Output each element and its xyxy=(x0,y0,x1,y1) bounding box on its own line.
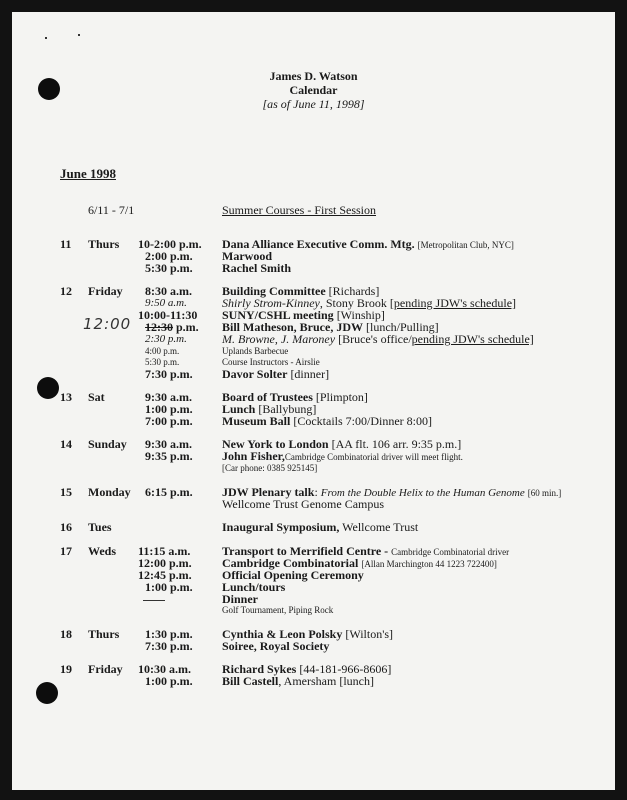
event-time: 2:30 p.m. xyxy=(145,333,187,345)
event-time: 7:00 p.m. xyxy=(145,414,193,428)
header-as-of: [as of June 11, 1998] xyxy=(262,97,365,111)
event-title: New York to London xyxy=(222,437,329,451)
event xyxy=(222,520,418,535)
event-title: Shirly Strom-Kinney xyxy=(222,296,320,310)
month-heading: June 1998 xyxy=(60,166,116,181)
event-note: [44-181-966-8606] xyxy=(299,662,392,676)
event-note: [dinner] xyxy=(290,367,330,381)
event-note: [Richards] xyxy=(328,284,380,298)
event-note: [lunch] xyxy=(339,674,374,688)
day-number: 16 xyxy=(60,520,72,534)
event xyxy=(222,332,534,347)
event-title: Museum Ball xyxy=(222,414,291,428)
day-number: 18 xyxy=(60,627,72,641)
event-title: Official Opening Ceremony xyxy=(222,568,364,582)
event-time: 10-2:00 p.m. xyxy=(138,237,202,251)
event xyxy=(222,414,432,429)
event xyxy=(222,367,329,382)
event-title: Lunch xyxy=(222,402,256,416)
event-note: [Winship] xyxy=(336,308,385,322)
event-time: 10:00-11:30 xyxy=(138,308,198,322)
event-time: 8:30 a.m. xyxy=(145,284,192,298)
event-time: 5:30 p.m. xyxy=(145,261,193,275)
event-title: Wellcome Trust Genome Campus xyxy=(222,497,385,511)
event-title: JDW Plenary talk xyxy=(222,485,315,499)
event-note: Cambridge Combinatorial driver will meet flight. xyxy=(284,452,463,462)
day-number: 15 xyxy=(60,485,72,499)
handwritten-time: 12:00 xyxy=(83,315,132,333)
event-title: Transport to Merrifield Centre - xyxy=(222,544,389,558)
event-note: [Ballybung] xyxy=(258,402,317,416)
day-of-week: Sunday xyxy=(88,437,127,451)
day-number: 14 xyxy=(60,437,72,451)
range-dates: 6/11 - 7/1 xyxy=(88,203,135,217)
day-number: 17 xyxy=(60,544,72,558)
day-of-week: Thurs xyxy=(88,627,120,641)
event-title: Uplands Barbecue xyxy=(222,346,289,356)
event-time: 1:00 p.m. xyxy=(145,580,193,594)
day-of-week: Monday xyxy=(88,485,131,499)
event-time: 7:30 p.m. xyxy=(145,639,193,653)
event-title: Lunch/tours xyxy=(222,580,286,594)
event-note: [Allan Marchington 44 1223 722400] xyxy=(361,559,497,569)
event-time: 1:00 p.m. xyxy=(145,674,193,688)
event-time: 12:45 p.m. xyxy=(138,568,192,582)
event-location: , Amersham xyxy=(278,674,337,688)
event-time: 5:30 p.m. xyxy=(145,357,180,367)
event-title: Rachel Smith xyxy=(222,261,291,275)
day-of-week: Sat xyxy=(88,390,105,404)
talk-title: From the Double Helix to the Human Genome xyxy=(320,487,525,499)
event-note: [60 min.] xyxy=(527,488,562,498)
event-time: 1:00 p.m. xyxy=(145,402,193,416)
event-title: Bill Matheson, Bruce, JDW xyxy=(222,320,363,334)
day-of-week: Friday xyxy=(88,284,123,298)
event-time: 9:30 a.m. xyxy=(145,390,192,404)
event-time: 6:15 p.m. xyxy=(145,485,193,499)
binder-hole-middle xyxy=(37,377,59,399)
event-time: 9:50 a.m. xyxy=(145,297,187,309)
event-title: Dana Alliance Executive Comm. Mtg. xyxy=(222,237,415,251)
event-title: Davor Solter xyxy=(222,367,288,381)
event-title: Marwood xyxy=(222,249,272,263)
event-title: Cynthia & Leon Polsky xyxy=(222,627,343,641)
day-of-week: Thurs xyxy=(88,237,120,251)
header-title: Calendar xyxy=(289,83,338,97)
event-note: [Bruce's office/ xyxy=(338,332,412,346)
event-time: 10:30 a.m. xyxy=(138,662,191,676)
event-time: 7:30 p.m. xyxy=(145,367,193,381)
event xyxy=(222,674,374,689)
event-note: [pending JDW's schedule] xyxy=(389,296,517,310)
event-note: [Wilton's] xyxy=(345,627,394,641)
event-time: 9:35 p.m. xyxy=(145,449,193,463)
event-time: 1:30 p.m. xyxy=(145,627,193,641)
event-note: Golf Tournament, Piping Rock xyxy=(222,605,334,615)
event-title: Cambridge Combinatorial xyxy=(222,556,359,570)
event-title: Richard Sykes xyxy=(222,662,297,676)
event-note: [Cocktails 7:00/Dinner 8:00] xyxy=(293,414,432,428)
event-title: M. Browne, J. Maroney xyxy=(222,332,336,346)
event-note: [Metropolitan Club, NYC] xyxy=(417,240,514,250)
punct: : xyxy=(314,485,318,499)
event-title: Bill Castell xyxy=(222,674,279,688)
event-location: Wellcome Trust xyxy=(339,520,419,534)
day-number: 12 xyxy=(60,284,72,298)
event-title: Soiree, Royal Society xyxy=(222,639,330,653)
day-number: 19 xyxy=(60,662,72,676)
event-note: [AA flt. 106 arr. 9:35 p.m.] xyxy=(331,437,462,451)
day-of-week: Friday xyxy=(88,662,123,676)
binder-hole-bottom xyxy=(36,682,58,704)
event-title: Inaugural Symposium, xyxy=(222,520,340,534)
event-time: 12:00 p.m. xyxy=(138,556,192,570)
time-dash xyxy=(143,600,165,601)
event-note: [Plimpton] xyxy=(315,390,368,404)
event-location: , Stony Brook xyxy=(319,296,387,310)
event-time: 11:15 a.m. xyxy=(138,544,191,558)
header-name: James D. Watson xyxy=(269,69,358,83)
day-of-week: Tues xyxy=(88,520,112,534)
struck-time: 12:30 xyxy=(145,320,173,334)
event-note: [lunch/Pulling] xyxy=(366,320,439,334)
speck xyxy=(45,37,47,39)
event-time: 2:00 p.m. xyxy=(145,249,193,263)
event-title: John Fisher, xyxy=(222,449,285,463)
day-of-week: Weds xyxy=(88,544,117,558)
event-title: Course Instructors - Airslie xyxy=(222,357,320,367)
event xyxy=(222,449,463,464)
day-number: 13 xyxy=(60,390,72,404)
event-time: 4:00 p.m. xyxy=(145,346,180,356)
event-note: Cambridge Combinatorial driver xyxy=(391,547,510,557)
event-title: Building Committee xyxy=(222,284,326,298)
event-title: SUNY/CSHL meeting xyxy=(222,308,334,322)
time-suffix: p.m. xyxy=(173,320,199,334)
event-time: 9:30 a.m. xyxy=(145,437,192,451)
range-label: Summer Courses - First Session xyxy=(222,203,377,217)
event-note: [Car phone: 0385 925145] xyxy=(222,463,318,473)
speck xyxy=(78,34,80,36)
day-number: 11 xyxy=(60,237,72,251)
event-title: Board of Trustees xyxy=(222,390,313,404)
event-title: Dinner xyxy=(222,592,258,606)
event-note-pending: pending JDW's schedule] xyxy=(411,332,534,346)
